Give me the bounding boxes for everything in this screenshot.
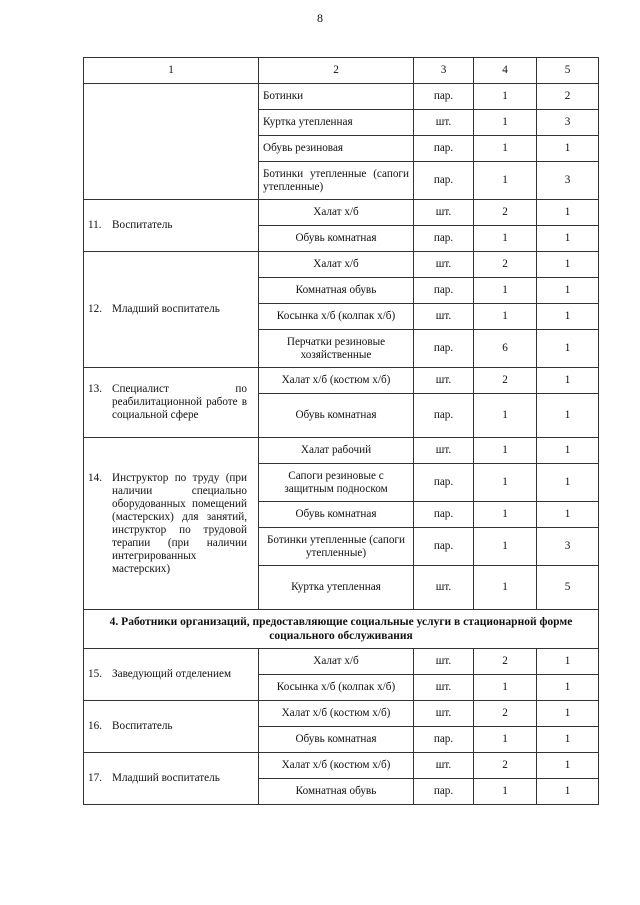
item-quantity: 1 xyxy=(474,464,537,502)
item-name: Ботинки утепленные (сапоги утепленные) xyxy=(259,162,414,200)
table-body xyxy=(84,58,599,805)
position-name: Инструктор по труду (при наличии специально оборудованных помещений (мастерских) для занятий, инструктор по трудовой терапии (при наличии интегрированных мастерских) xyxy=(112,471,247,575)
item-term: 1 xyxy=(537,464,599,502)
item-unit: шт. xyxy=(414,701,474,727)
item-quantity: 2 xyxy=(474,200,537,226)
position-cell xyxy=(84,200,259,252)
item-unit: пар. xyxy=(414,162,474,200)
table-row xyxy=(84,252,599,278)
item-unit: пар. xyxy=(414,528,474,566)
position-cell xyxy=(84,753,259,805)
item-quantity: 1 xyxy=(474,727,537,753)
item-name: Обувь комнатная xyxy=(259,394,414,438)
item-term: 2 xyxy=(537,84,599,110)
item-unit: пар. xyxy=(414,226,474,252)
position-cell xyxy=(84,252,259,368)
item-name: Перчатки резиновые хозяйственные xyxy=(259,330,414,368)
item-unit: пар. xyxy=(414,330,474,368)
item-term: 1 xyxy=(537,438,599,464)
item-term: 1 xyxy=(537,753,599,779)
item-name: Обувь резиновая xyxy=(259,136,414,162)
item-name: Халат х/б xyxy=(259,252,414,278)
item-term: 1 xyxy=(537,368,599,394)
item-term: 3 xyxy=(537,110,599,136)
position-number: 12. xyxy=(88,303,102,315)
position-number: 13. xyxy=(88,383,102,395)
item-quantity: 2 xyxy=(474,252,537,278)
clothing-norms-table xyxy=(83,57,599,805)
position-number: 14. xyxy=(88,471,102,484)
item-unit: пар. xyxy=(414,136,474,162)
item-quantity: 1 xyxy=(474,779,537,805)
position-cell xyxy=(84,368,259,438)
position-name: Заведующий отделением xyxy=(112,668,232,680)
item-quantity: 1 xyxy=(474,226,537,252)
item-unit: шт. xyxy=(414,753,474,779)
header-row xyxy=(84,58,599,84)
position-name: Младший воспитатель xyxy=(112,303,220,315)
item-quantity: 2 xyxy=(474,753,537,779)
item-term: 1 xyxy=(537,649,599,675)
item-term: 1 xyxy=(537,304,599,330)
item-term: 1 xyxy=(537,136,599,162)
item-quantity: 2 xyxy=(474,368,537,394)
item-name: Косынка х/б (колпак х/б) xyxy=(259,675,414,701)
item-name: Куртка утепленная xyxy=(259,110,414,136)
item-unit: шт. xyxy=(414,200,474,226)
header-cell: 1 xyxy=(84,58,259,84)
position-cell xyxy=(84,438,259,610)
item-quantity: 1 xyxy=(474,136,537,162)
table-row xyxy=(84,701,599,727)
item-term: 1 xyxy=(537,226,599,252)
item-quantity: 1 xyxy=(474,566,537,610)
item-unit: пар. xyxy=(414,727,474,753)
item-name: Халат х/б (костюм х/б) xyxy=(259,368,414,394)
item-quantity: 2 xyxy=(474,649,537,675)
header-cell: 2 xyxy=(259,58,414,84)
position-cell xyxy=(84,701,259,753)
item-unit: пар. xyxy=(414,394,474,438)
item-unit: пар. xyxy=(414,779,474,805)
item-name: Обувь комнатная xyxy=(259,502,414,528)
item-quantity: 1 xyxy=(474,110,537,136)
position-name: Специалист по реабилитационной работе в социальной сфере xyxy=(112,383,247,421)
item-term: 1 xyxy=(537,727,599,753)
item-term: 3 xyxy=(537,528,599,566)
position-number: 16. xyxy=(88,720,102,732)
item-name: Халат х/б xyxy=(259,200,414,226)
item-unit: пар. xyxy=(414,464,474,502)
item-unit: шт. xyxy=(414,110,474,136)
item-name: Халат х/б (костюм х/б) xyxy=(259,701,414,727)
item-name: Ботинки утепленные (сапоги утепленные) xyxy=(259,528,414,566)
item-quantity: 1 xyxy=(474,675,537,701)
section-row xyxy=(84,610,599,649)
table-row xyxy=(84,649,599,675)
item-name: Комнатная обувь xyxy=(259,278,414,304)
item-name: Куртка утепленная xyxy=(259,566,414,610)
item-unit: пар. xyxy=(414,502,474,528)
item-name: Обувь комнатная xyxy=(259,727,414,753)
item-quantity: 1 xyxy=(474,278,537,304)
item-quantity: 1 xyxy=(474,502,537,528)
header-cell: 5 xyxy=(537,58,599,84)
item-quantity: 1 xyxy=(474,528,537,566)
item-name: Обувь комнатная xyxy=(259,226,414,252)
header-cell: 4 xyxy=(474,58,537,84)
position-cell xyxy=(84,649,259,701)
item-term: 1 xyxy=(537,278,599,304)
item-quantity: 1 xyxy=(474,394,537,438)
item-unit: шт. xyxy=(414,649,474,675)
page-number: 8 xyxy=(317,11,323,25)
position-name: Воспитатель xyxy=(112,219,173,231)
item-quantity: 1 xyxy=(474,438,537,464)
item-term: 3 xyxy=(537,162,599,200)
position-number: 17. xyxy=(88,772,102,784)
item-quantity: 1 xyxy=(474,162,537,200)
item-term: 1 xyxy=(537,701,599,727)
item-quantity: 2 xyxy=(474,701,537,727)
item-quantity: 1 xyxy=(474,304,537,330)
item-unit: шт. xyxy=(414,566,474,610)
item-quantity: 6 xyxy=(474,330,537,368)
table-row xyxy=(84,438,599,464)
item-term: 1 xyxy=(537,779,599,805)
item-unit: шт. xyxy=(414,252,474,278)
position-number: 11. xyxy=(88,219,102,231)
item-name: Халат рабочий xyxy=(259,438,414,464)
table-row xyxy=(84,753,599,779)
item-term: 1 xyxy=(537,394,599,438)
section-title: 4. Работники организаций, предоставляющие социальные услуги в стационарной форме социального обслуживания xyxy=(84,610,599,649)
item-name: Сапоги резиновые с защитным подноском xyxy=(259,464,414,502)
item-term: 1 xyxy=(537,200,599,226)
item-term: 1 xyxy=(537,252,599,278)
item-term: 5 xyxy=(537,566,599,610)
table-row xyxy=(84,368,599,394)
item-unit: пар. xyxy=(414,278,474,304)
position-name: Воспитатель xyxy=(112,720,173,732)
item-unit: пар. xyxy=(414,84,474,110)
item-term: 1 xyxy=(537,675,599,701)
position-cell xyxy=(84,84,259,200)
header-cell: 3 xyxy=(414,58,474,84)
table-row xyxy=(84,84,599,110)
item-name: Комнатная обувь xyxy=(259,779,414,805)
table-row xyxy=(84,200,599,226)
item-term: 1 xyxy=(537,502,599,528)
position-number: 15. xyxy=(88,668,102,680)
item-name: Ботинки xyxy=(259,84,414,110)
item-name: Халат х/б xyxy=(259,649,414,675)
item-quantity: 1 xyxy=(474,84,537,110)
item-term: 1 xyxy=(537,330,599,368)
item-unit: шт. xyxy=(414,368,474,394)
item-unit: шт. xyxy=(414,304,474,330)
item-name: Косынка х/б (колпак х/б) xyxy=(259,304,414,330)
item-name: Халат х/б (костюм х/б) xyxy=(259,753,414,779)
item-unit: шт. xyxy=(414,675,474,701)
item-unit: шт. xyxy=(414,438,474,464)
position-name: Младший воспитатель xyxy=(112,772,220,784)
